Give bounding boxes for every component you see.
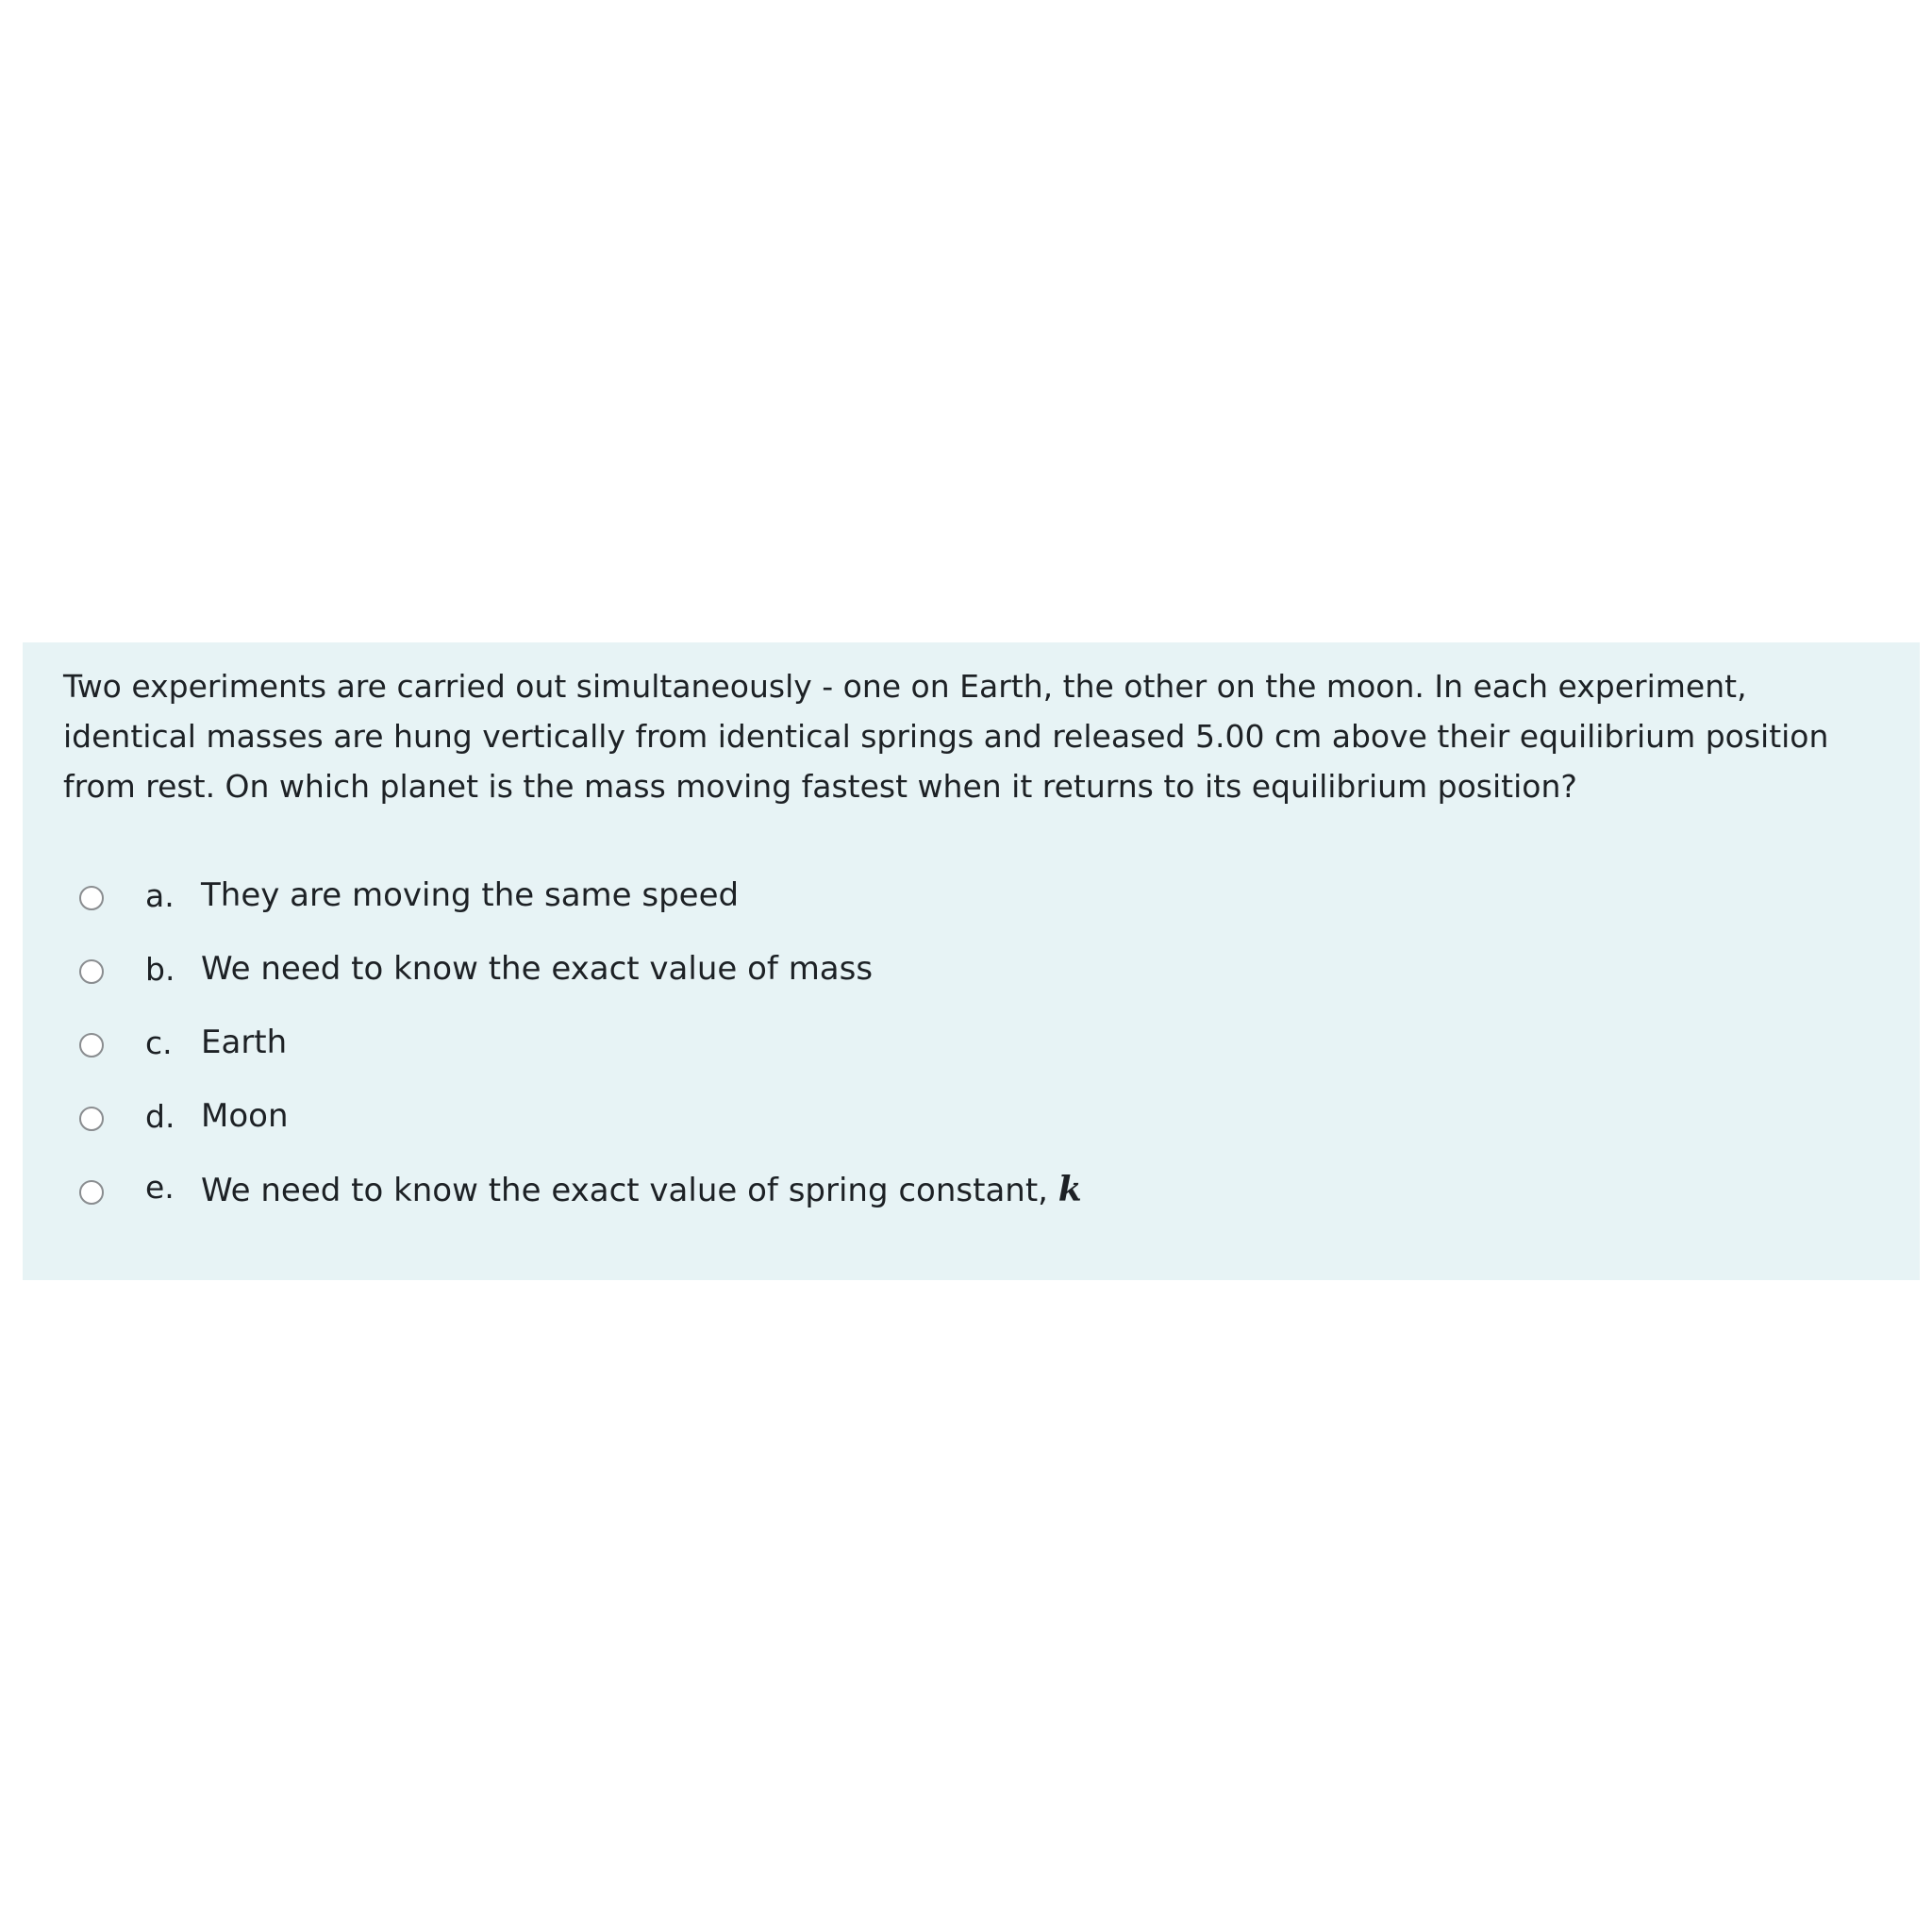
answer-label: They are moving the same speed bbox=[201, 876, 740, 914]
answer-letter: c. bbox=[145, 1024, 173, 1061]
answer-letter: b. bbox=[145, 950, 175, 988]
answer-label-with-math bbox=[201, 1170, 1082, 1209]
question-line-2: identical masses are hung vertically from identical springs and released 5.00 cm above their equilibrium position bbox=[63, 718, 1829, 755]
answer-letter: d. bbox=[145, 1097, 175, 1135]
radio-button-b[interactable] bbox=[79, 959, 104, 984]
answer-option-c[interactable] bbox=[79, 1014, 1400, 1071]
radio-button-e[interactable] bbox=[79, 1180, 104, 1205]
question-line-3: from rest. On which planet is the mass moving fastest when it returns to its equilibrium position? bbox=[63, 768, 1577, 805]
answer-label: We need to know the exact value of mass bbox=[201, 950, 874, 988]
answer-letter: e. bbox=[145, 1168, 175, 1206]
answer-option-e[interactable] bbox=[79, 1161, 1400, 1218]
answer-option-d[interactable] bbox=[79, 1088, 1400, 1144]
question-card bbox=[23, 642, 1920, 1280]
question-line-1: Two experiments are carried out simultaneously - one on Earth, the other on the moon. In each experiment, bbox=[63, 668, 1747, 705]
answer-option-a[interactable] bbox=[79, 867, 1400, 924]
radio-button-c[interactable] bbox=[79, 1033, 104, 1058]
answer-letter: a. bbox=[145, 876, 175, 914]
math-variable-k: k bbox=[1058, 1170, 1082, 1209]
question-text bbox=[63, 661, 1903, 811]
radio-button-a[interactable] bbox=[79, 886, 104, 910]
answer-label: We need to know the exact value of spring constant, bbox=[201, 1172, 1058, 1209]
answer-label: Earth bbox=[201, 1024, 288, 1061]
radio-button-d[interactable] bbox=[79, 1107, 104, 1131]
answer-label: Moon bbox=[201, 1097, 289, 1135]
answer-option-b[interactable] bbox=[79, 941, 1400, 997]
